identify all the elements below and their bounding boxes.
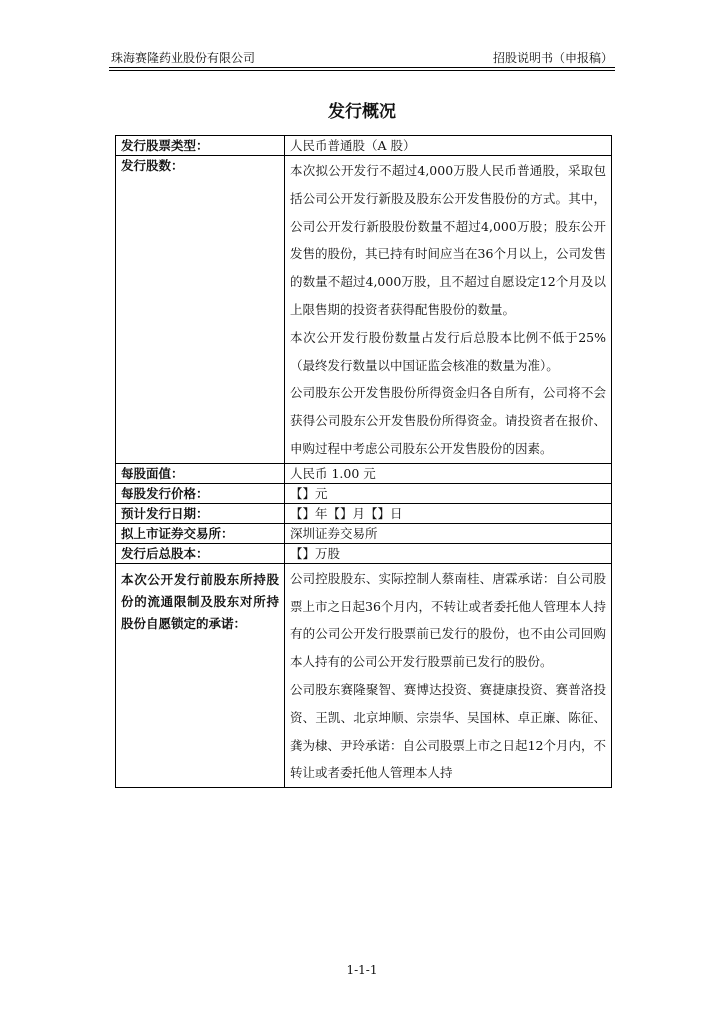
table-row	[116, 136, 612, 156]
value-paragraph: 【】万股	[290, 545, 341, 561]
table-row	[116, 543, 612, 563]
row-label: 发行后总股本：	[116, 543, 285, 563]
row-label: 发行股票类型：	[116, 136, 285, 156]
table-row	[116, 463, 612, 483]
row-value	[285, 136, 612, 156]
table-row	[116, 483, 612, 503]
value-paragraph: 人民币 1.00 元	[290, 465, 376, 481]
value-paragraph: 本次拟公开发行不超过4,000万股人民币普通股，采取包括公司公开发行新股及股东公开发售股份的方式。其中，公司公开发行新股股份数量不超过4,000万股；股东公开发售的股份，其已持有时间应当在36个月以上，公司发售的数量不超过4,000万股，且不超过自愿设定12个月及以上限售期的投资者获得配售股份的数量。	[290, 163, 606, 317]
value-paragraph: 公司股东赛隆聚智、赛博达投资、赛捷康投资、赛普洛投资、王凯、北京坤顺、宗崇华、吴国林、卓正廉、陈征、龚为棣、尹玲承诺：自公司股票上市之日起12个月内，不转让或者委托他人管理本人持	[290, 681, 606, 781]
value-paragraph: 深圳证券交易所	[290, 525, 378, 541]
value-paragraph: 【】元	[290, 485, 328, 501]
page-title: 发行概况	[328, 102, 396, 122]
table-row	[116, 503, 612, 523]
table-row	[116, 156, 612, 464]
header-company-name: 珠海赛隆药业股份有限公司	[111, 51, 256, 65]
row-label: 预计发行日期：	[116, 503, 285, 523]
row-value	[285, 563, 612, 787]
row-label: 拟上市证券交易所：	[116, 523, 285, 543]
value-paragraph: 人民币普通股（A 股）	[290, 138, 416, 153]
value-paragraph: 本次公开发行股份数量占发行后总股本比例不低于25%（最终发行数量以中国证监会核准的数量为准）。	[290, 329, 606, 373]
header-rule	[109, 67, 615, 68]
table-row	[116, 523, 612, 543]
header-document-type: 招股说明书（申报稿）	[492, 51, 613, 65]
table-row	[116, 563, 612, 787]
row-value	[285, 543, 612, 563]
header-rule-thin	[109, 70, 615, 71]
page-number: 1-1-1	[346, 963, 378, 977]
row-label: 每股面值：	[116, 463, 285, 483]
row-value	[285, 503, 612, 523]
row-value	[285, 156, 612, 464]
row-label: 发行股数：	[116, 156, 285, 464]
row-value	[285, 463, 612, 483]
offering-overview-table	[115, 135, 612, 788]
value-paragraph: 【】年【】月【】日	[290, 505, 403, 521]
row-value	[285, 523, 612, 543]
value-paragraph: 公司股东公开发售股份所得资金归各自所有，公司将不会获得公司股东公开发售股份所得资金。请投资者在报价、申购过程中考虑公司股东公开发售股份的因素。	[290, 385, 606, 456]
row-label: 本次公开发行前股东所持股份的流通限制及股东对所持股份自愿锁定的承诺：	[116, 563, 285, 787]
row-label: 每股发行价格：	[116, 483, 285, 503]
row-value	[285, 483, 612, 503]
value-paragraph: 公司控股股东、实际控制人蔡南桂、唐霖承诺：自公司股票上市之日起36个月内，不转让或者委托他人管理本人持有的公司公开发行股票前已发行的股份，也不由公司回购本人持有的公司公开发行股票前已发行的股份。	[290, 570, 606, 670]
